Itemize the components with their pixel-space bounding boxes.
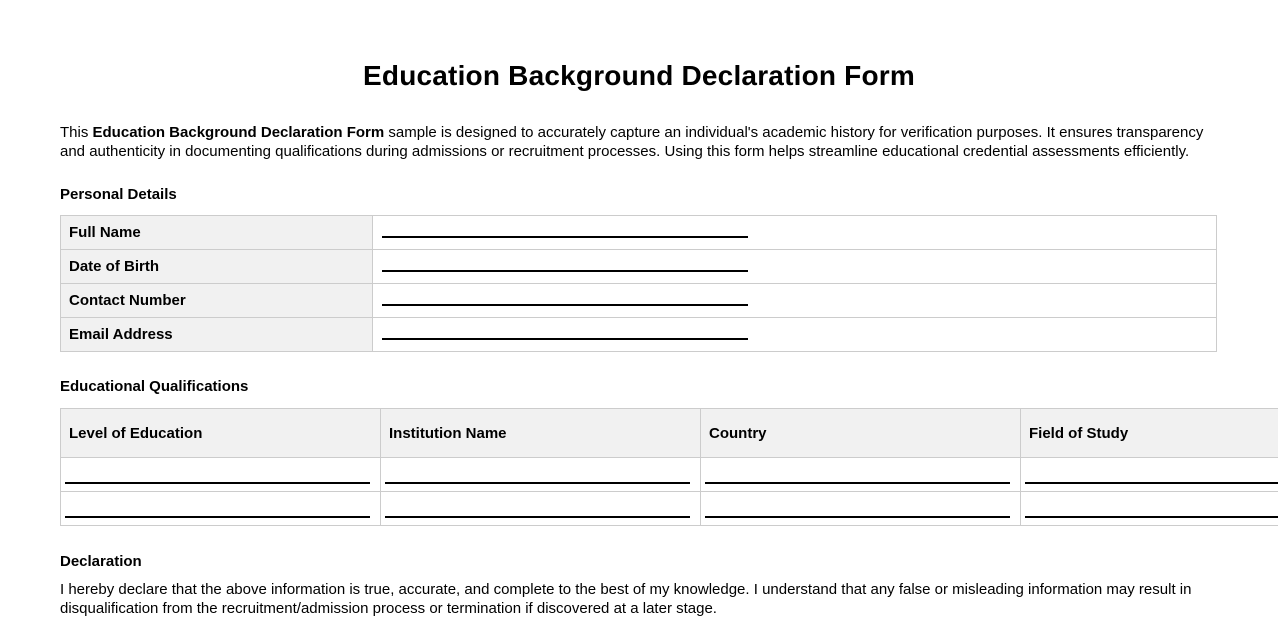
table-header-row: [61, 409, 1278, 458]
blank-field-line[interactable]: [1025, 492, 1278, 518]
qualification-cell: [701, 458, 1021, 492]
field-label-email-address: Email Address: [61, 318, 373, 352]
blank-field-line[interactable]: [385, 492, 690, 518]
field-value-cell: [373, 216, 1217, 250]
document-content: [60, 57, 1218, 618]
blank-field-line[interactable]: [705, 458, 1010, 484]
personal-details-table: [60, 215, 1217, 352]
qualification-cell: [61, 492, 381, 526]
intro-text-prefix: This: [60, 124, 93, 141]
table-row: [61, 216, 1217, 250]
table-row: [61, 458, 1278, 492]
qualification-cell: [61, 458, 381, 492]
section-heading-declaration: Declaration: [60, 553, 142, 570]
table-row: [61, 250, 1217, 284]
qualification-cell: [1021, 492, 1278, 526]
field-value-cell: [373, 318, 1217, 352]
field-label-date-of-birth: Date of Birth: [61, 250, 373, 284]
table-row: [61, 318, 1217, 352]
page-title: Education Background Declaration Form: [363, 60, 915, 91]
column-header-institution-name: Institution Name: [381, 409, 701, 458]
field-label-full-name: Full Name: [61, 216, 373, 250]
section-heading-educational-qualifications: Educational Qualifications: [60, 378, 249, 395]
qualification-cell: [381, 492, 701, 526]
intro-text-bold: Education Background Declaration Form: [92, 124, 385, 141]
intro-text-rest: sample is designed to accurately capture an individual's academic history for verification purposes. It ensures transparency and authenticity in documenting qualifications during admissions or recruitment processes. Using this form helps streamline educational credential assessments efficiently.: [60, 124, 1204, 160]
educational-qualifications-table: [60, 408, 1278, 526]
column-header-country: Country: [701, 409, 1021, 458]
qualification-cell: [1021, 458, 1278, 492]
blank-field-line-email-address[interactable]: [382, 318, 748, 340]
column-header-level-of-education: Level of Education: [61, 409, 381, 458]
blank-field-line-date-of-birth[interactable]: [382, 250, 748, 272]
intro-paragraph: [60, 124, 1218, 161]
blank-field-line-contact-number[interactable]: [382, 284, 748, 306]
qualification-cell: [381, 458, 701, 492]
column-header-field-of-study: Field of Study: [1021, 409, 1278, 458]
table-row: [61, 492, 1278, 526]
blank-field-line[interactable]: [705, 492, 1010, 518]
blank-field-line[interactable]: [385, 458, 690, 484]
field-value-cell: [373, 250, 1217, 284]
field-value-cell: [373, 284, 1217, 318]
blank-field-line[interactable]: [65, 458, 370, 484]
blank-field-line-full-name[interactable]: [382, 216, 748, 238]
field-label-contact-number: Contact Number: [61, 284, 373, 318]
declaration-paragraph: I hereby declare that the above information is true, accurate, and complete to the best of my knowledge. I understand that any false or misleading information may result in disqualification from the recruitment/admission process or termination if discovered at a later stage.: [60, 581, 1192, 617]
table-row: [61, 284, 1217, 318]
qualification-cell: [701, 492, 1021, 526]
section-heading-personal-details: Personal Details: [60, 186, 177, 203]
blank-field-line[interactable]: [65, 492, 370, 518]
blank-field-line[interactable]: [1025, 458, 1278, 484]
